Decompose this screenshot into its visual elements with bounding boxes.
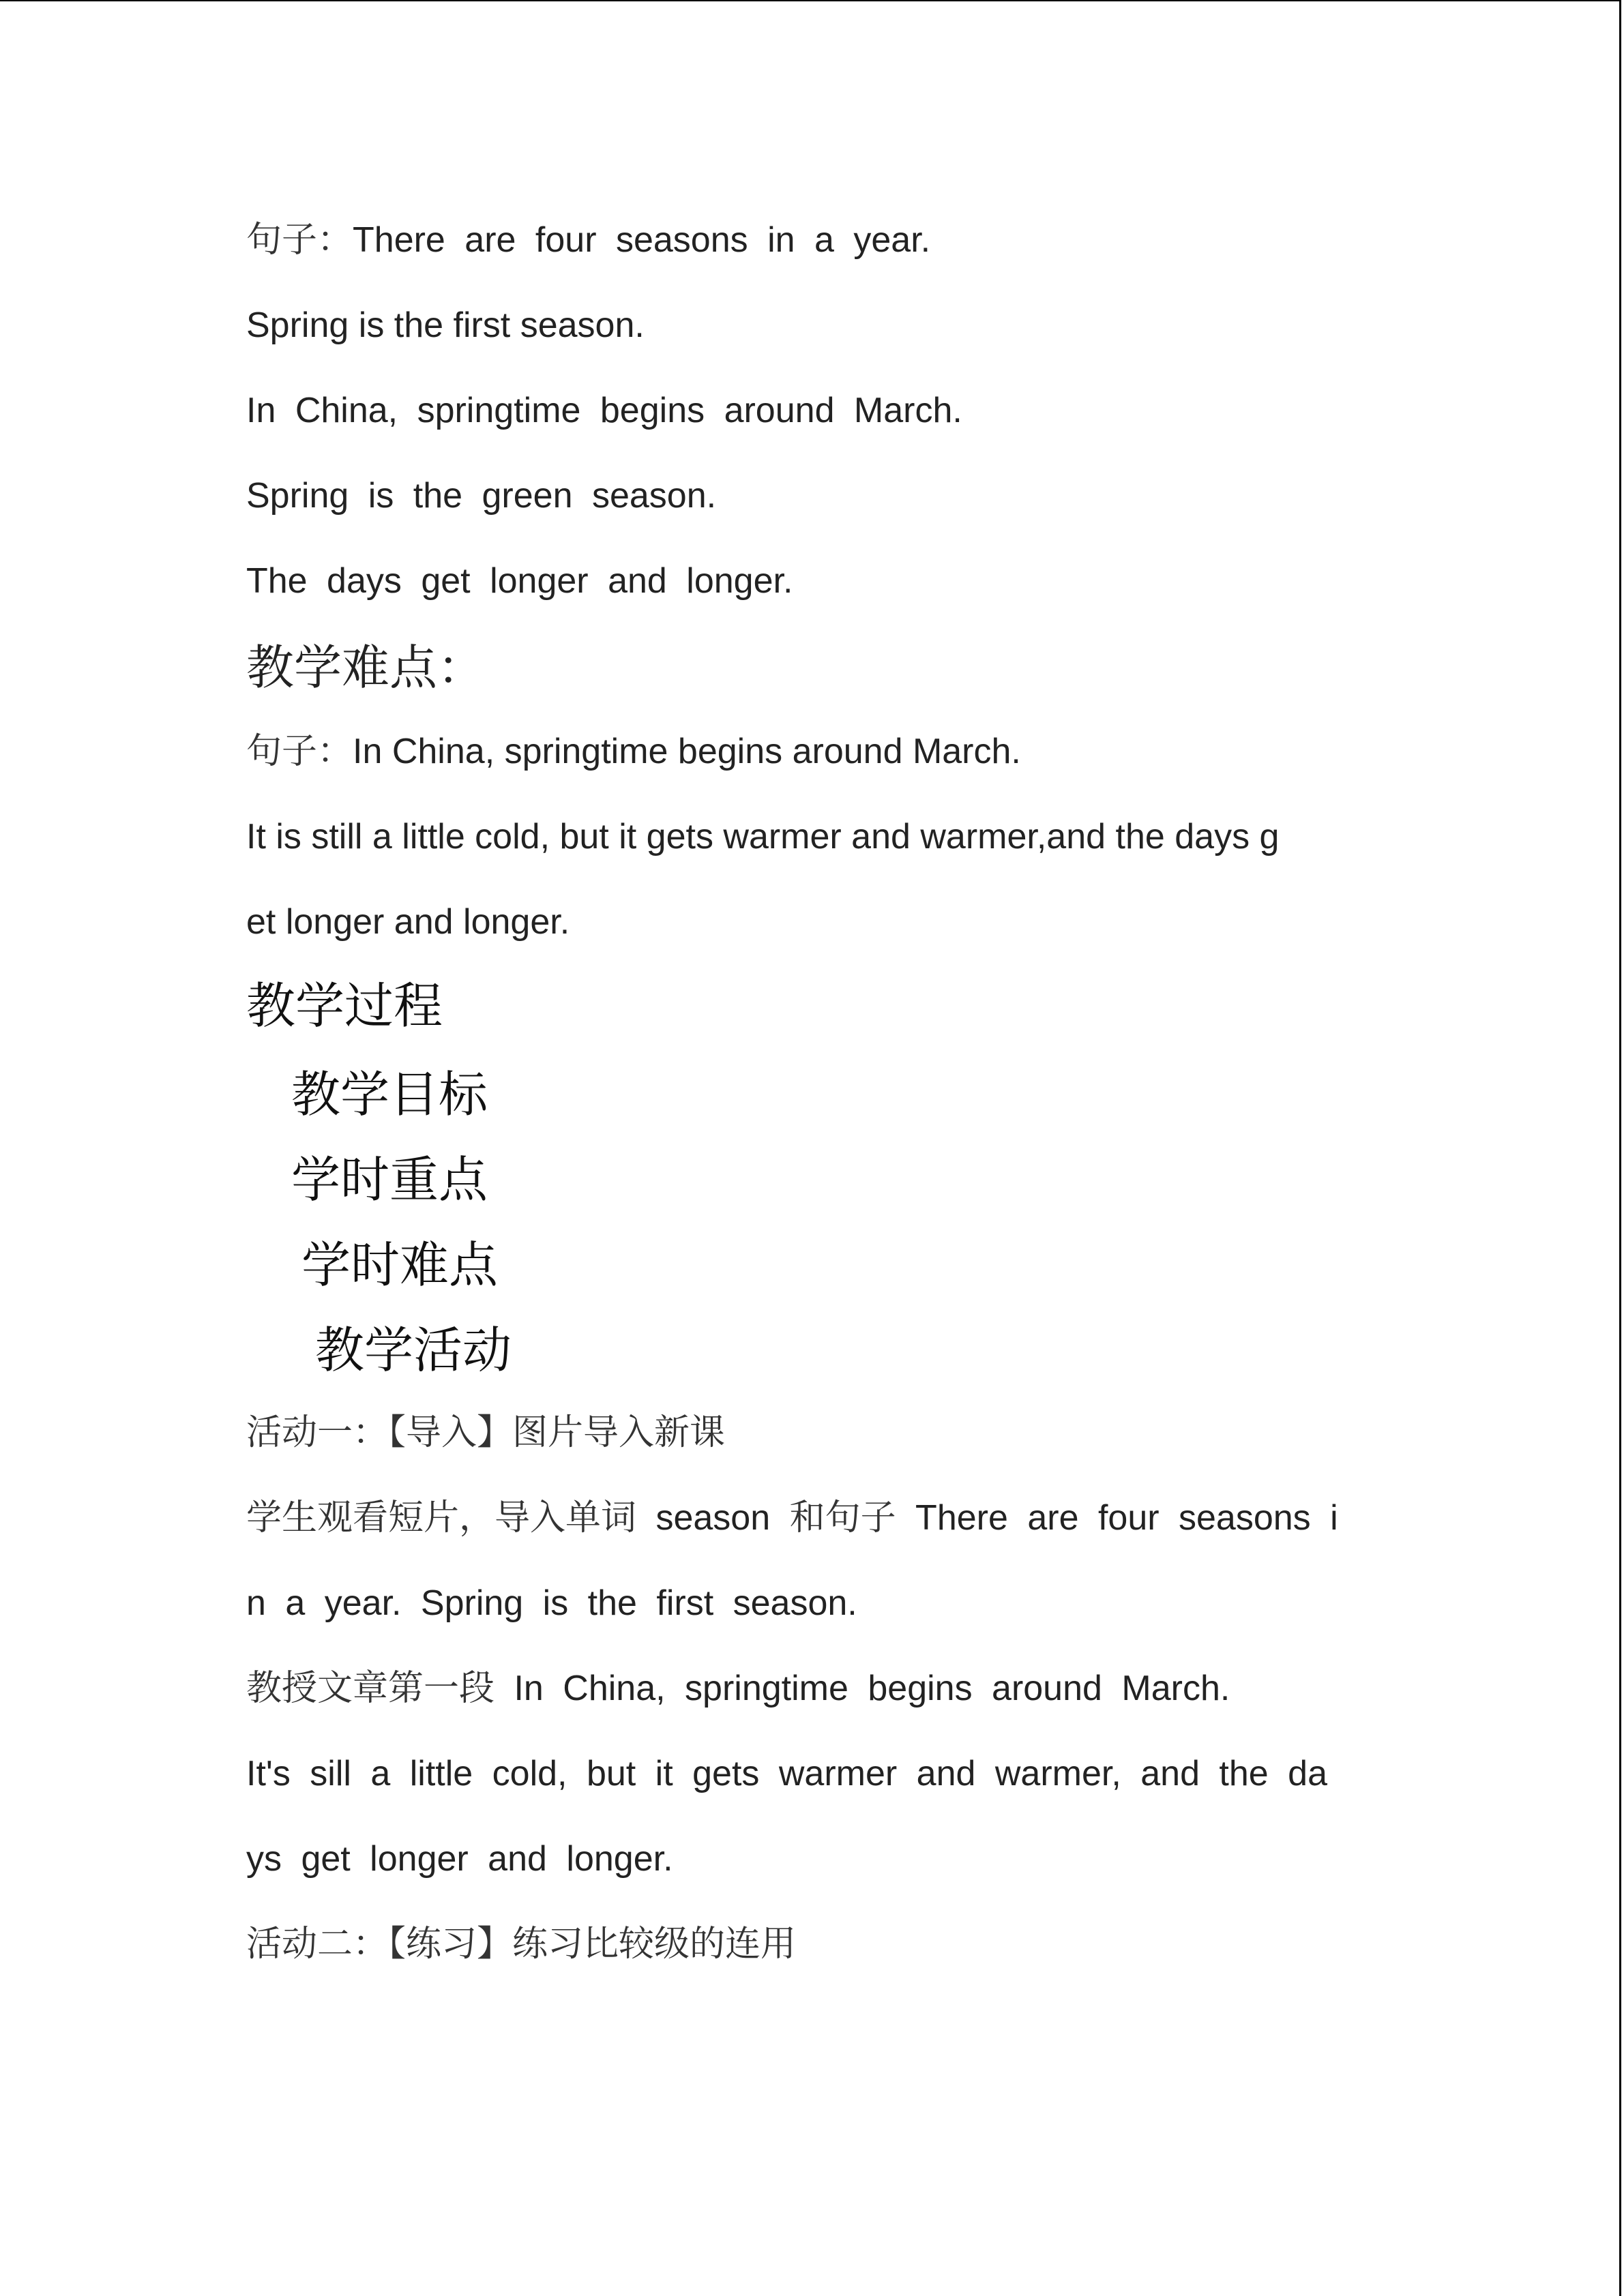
sentence-prefix: 句子： bbox=[246, 220, 353, 260]
subheading-key-points bbox=[291, 1150, 488, 1209]
sentence-line-4 bbox=[246, 474, 716, 518]
activity-1-line-5 bbox=[246, 1837, 673, 1881]
activity-text: It's sill a little cold, but it gets warmer and warmer, and the da bbox=[246, 1754, 1328, 1793]
sentence-text: In China, springtime begins around March. bbox=[353, 732, 1021, 771]
activity-1-line-1 bbox=[246, 1496, 1338, 1540]
sentence-line-1 bbox=[246, 218, 930, 262]
sentence-text: In China, springtime begins around March. bbox=[246, 391, 962, 430]
heading-text: 教学目标 bbox=[291, 1066, 488, 1123]
sentence-text: Spring is the green season. bbox=[246, 476, 717, 516]
activity-1-line-3 bbox=[246, 1667, 1230, 1710]
activity-text: n a year. Spring is the first season. bbox=[246, 1583, 857, 1623]
activity-1-line-4 bbox=[246, 1752, 1327, 1795]
sentence-text: Spring is the first season. bbox=[246, 305, 645, 345]
heading-text: 学时重点 bbox=[291, 1151, 488, 1208]
activity-prefix-2: 和句子 bbox=[789, 1497, 896, 1538]
activity-title-text: 活动一：【导入】图片导入新课 bbox=[246, 1412, 726, 1453]
activity-title-text: 活动二：【练习】练习比较级的连用 bbox=[246, 1924, 797, 1965]
activity-2-title bbox=[246, 1922, 796, 1966]
activity-prefix: 学生观看短片，导入单词 bbox=[246, 1497, 637, 1538]
activity-text: There are four seasons i bbox=[896, 1498, 1338, 1538]
sentence-text: It is still a little cold, but it gets warmer and warmer,and the days g bbox=[246, 817, 1280, 856]
sentence-line-2 bbox=[246, 303, 645, 347]
sentence-prefix: 句子： bbox=[246, 731, 353, 772]
activity-text: ys get longer and longer. bbox=[246, 1839, 673, 1879]
activity-prefix: 教授文章第一段 bbox=[246, 1668, 495, 1709]
section-heading-process bbox=[246, 976, 443, 1035]
activity-1-title bbox=[246, 1411, 725, 1455]
section-heading-difficulty bbox=[246, 639, 485, 696]
sentence-text: The days get longer and longer. bbox=[246, 561, 793, 601]
sentence-text: There are four seasons in a year. bbox=[353, 220, 931, 260]
sentence-text: et longer and longer. bbox=[246, 902, 570, 942]
activity-1-line-2 bbox=[246, 1581, 857, 1625]
sentence-line-5 bbox=[246, 559, 793, 603]
difficulty-sentence-1 bbox=[246, 730, 1021, 773]
activity-word: season bbox=[636, 1498, 790, 1538]
difficulty-sentence-2 bbox=[246, 815, 1279, 859]
heading-text: 学时难点 bbox=[301, 1236, 499, 1294]
difficulty-sentence-3 bbox=[246, 900, 570, 944]
subheading-objectives bbox=[291, 1065, 488, 1124]
subheading-difficulties bbox=[301, 1236, 498, 1294]
heading-text: 教学过程 bbox=[246, 977, 443, 1034]
heading-text: 教学活动 bbox=[315, 1322, 512, 1379]
activity-text: In China, springtime begins around March. bbox=[494, 1669, 1230, 1708]
heading-text: 教学难点： bbox=[246, 640, 485, 696]
subheading-activities bbox=[315, 1321, 512, 1380]
sentence-line-3 bbox=[246, 389, 962, 432]
